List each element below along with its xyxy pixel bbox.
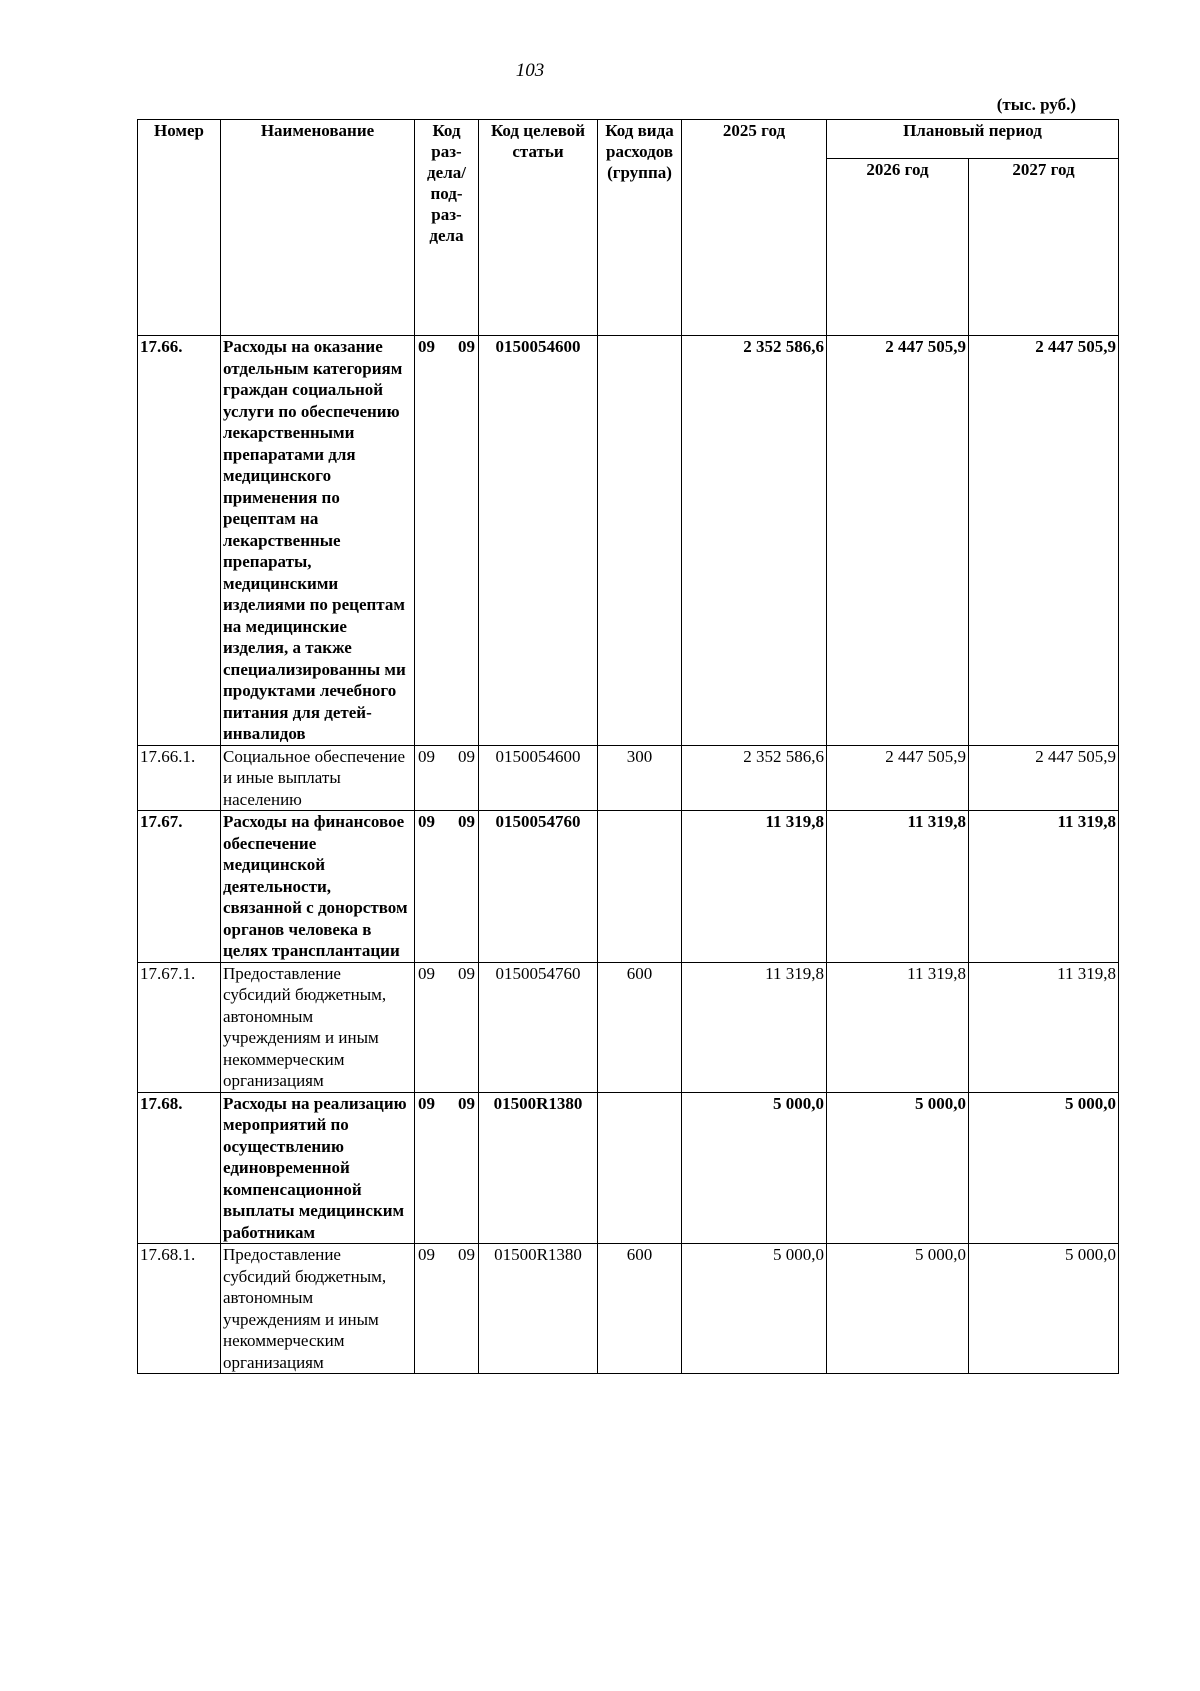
row-2026: 2 447 505,9 [827,336,969,746]
header-expense-type: Код вида расходов (группа) [598,120,682,336]
units-label: (тыс. руб.) [996,95,1076,114]
row-expense-type [598,811,682,963]
row-target: 01500R1380 [479,1092,598,1244]
row-2027: 11 319,8 [969,962,1119,1092]
row-expense-type: 600 [598,1244,682,1374]
row-2027: 2 447 505,9 [969,745,1119,811]
row-2025: 11 319,8 [682,962,827,1092]
row-subsection: 09 [458,337,475,356]
row-section-code [415,811,479,963]
table-row [138,1092,1119,1244]
row-2026: 5 000,0 [827,1092,969,1244]
row-expense-type [598,1092,682,1244]
row-2027: 5 000,0 [969,1244,1119,1374]
row-expense-type: 600 [598,962,682,1092]
header-row-1 [138,120,1119,159]
header-year-2027: 2027 год [969,159,1119,336]
row-section: 09 [418,1245,435,1264]
row-subsection: 09 [458,1093,475,1113]
row-section-code [415,1244,479,1374]
row-section: 09 [418,746,435,766]
row-2025: 2 352 586,6 [682,336,827,746]
row-number: 17.66.1. [138,745,221,811]
table-row [138,336,1119,746]
row-section-code [415,962,479,1092]
row-subsection: 09 [458,812,475,831]
row-target: 0150054760 [479,811,598,963]
row-number: 17.67. [138,811,221,963]
header-number: Номер [138,120,221,336]
row-target: 01500R1380 [479,1244,598,1374]
header-year-2025: 2025 год [682,120,827,336]
row-2025: 2 352 586,6 [682,745,827,811]
row-section-code [415,336,479,746]
row-target: 0150054600 [479,745,598,811]
row-2025: 5 000,0 [682,1244,827,1374]
row-name: Расходы на финансовое обеспечение медицинской деятельности, связанной с донорством органов человека в целях трансплантации [221,811,415,963]
row-number: 17.68. [138,1092,221,1244]
table-row [138,962,1119,1092]
row-section-code [415,745,479,811]
row-expense-type [598,336,682,746]
page-number: 103 [515,60,545,81]
row-target: 0150054760 [479,962,598,1092]
row-name: Предоставление субсидий бюджетным, автономным учреждениям и иным некоммерческим организациям [221,1244,415,1374]
row-name: Социальное обеспечение и иные выплаты населению [221,745,415,811]
row-subsection: 09 [458,1245,475,1264]
table-row [138,811,1119,963]
row-2027: 2 447 505,9 [969,336,1119,746]
row-expense-type: 300 [598,745,682,811]
row-2026: 11 319,8 [827,962,969,1092]
row-number: 17.68.1. [138,1244,221,1374]
row-2027: 11 319,8 [969,811,1119,963]
row-section: 09 [418,1093,435,1113]
header-section: Код раз-дела/ под-раз-дела [415,120,479,336]
header-target: Код целевой статьи [479,120,598,336]
row-section: 09 [418,963,435,983]
row-name: Расходы на реализацию мероприятий по осуществлению единовременной компенсационной выплаты медицинским работникам [221,1092,415,1244]
row-section: 09 [418,812,435,831]
row-2026: 5 000,0 [827,1244,969,1374]
row-2026: 2 447 505,9 [827,745,969,811]
row-section: 09 [418,337,435,356]
budget-table [137,119,1119,1374]
row-number: 17.66. [138,336,221,746]
header-year-2026: 2026 год [827,159,969,336]
table-row [138,1244,1119,1374]
row-section-code [415,1092,479,1244]
row-number: 17.67.1. [138,962,221,1092]
row-2025: 5 000,0 [682,1092,827,1244]
row-target: 0150054600 [479,336,598,746]
row-name: Предоставление субсидий бюджетным, автономным учреждениям и иным некоммерческим организациям [221,962,415,1092]
header-planned-period: Плановый период [827,120,1119,159]
header-name: Наименование [221,120,415,336]
row-2025: 11 319,8 [682,811,827,963]
row-2026: 11 319,8 [827,811,969,963]
table-row [138,745,1119,811]
row-name: Расходы на оказание отдельным категориям граждан социальной услуги по обеспечению лекарственными препаратами для медицинского применения по рецептам на лекарственные препараты, медицинскими изделиями по рецептам на медицинские изделия, а также специализированны ми продуктами лечебного питания для детей-инвалидов [221,336,415,746]
row-subsection: 09 [458,746,475,766]
row-subsection: 09 [458,963,475,983]
row-2027: 5 000,0 [969,1092,1119,1244]
